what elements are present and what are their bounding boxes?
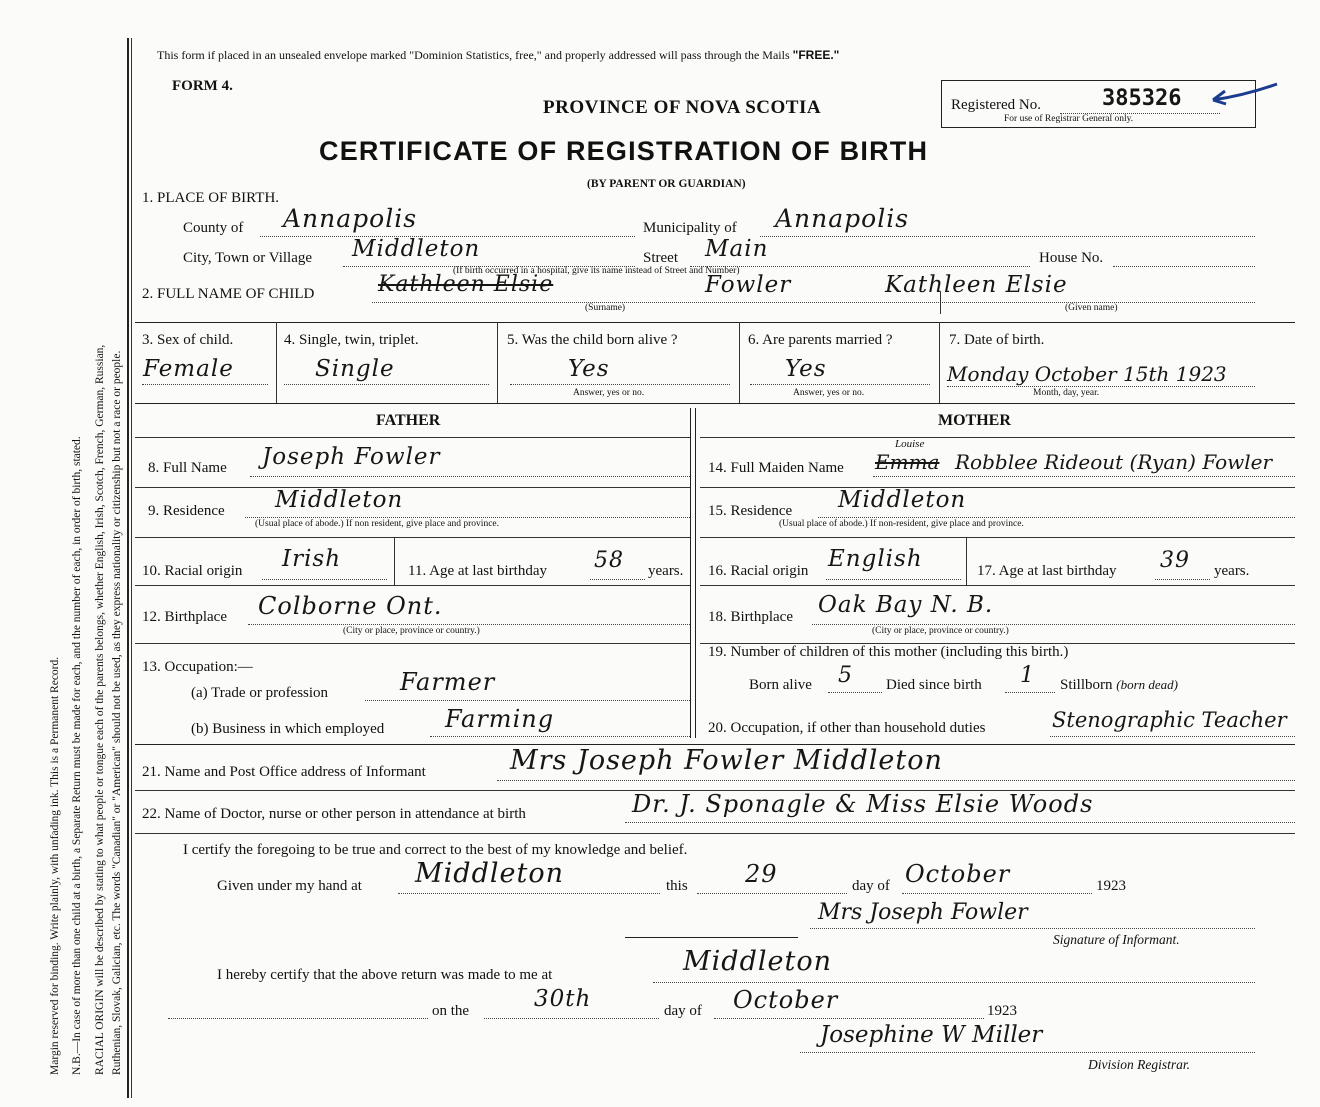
registrar-signature: Josephine W Miller	[820, 1022, 1043, 1048]
alive-note: Answer, yes or no.	[573, 388, 645, 398]
father-residence-label: 9. Residence	[148, 503, 225, 519]
city-value: Middleton	[352, 236, 481, 262]
father-rule-4	[135, 643, 690, 644]
attendant-line	[625, 822, 1295, 823]
certify-month-value: October	[905, 860, 1011, 888]
binding-margin-line-2	[131, 38, 132, 1098]
father-years-label: years.	[648, 563, 684, 579]
child-name-label: 2. FULL NAME OF CHILD	[142, 286, 315, 302]
sex-label: 3. Sex of child.	[142, 332, 234, 348]
married-label: 6. Are parents married ?	[748, 332, 893, 348]
certify-dayof-label: day of	[852, 878, 890, 894]
municipality-label: Municipality of	[643, 220, 737, 236]
father-racial-value: Irish	[282, 546, 342, 572]
father-rule-2	[135, 537, 690, 538]
mother-age-value: 39	[1160, 548, 1190, 573]
alive-value: Yes	[568, 356, 610, 382]
married-line	[750, 384, 930, 385]
informant-signature: Mrs Joseph Fowler	[818, 900, 1028, 925]
row3-bottom-border	[135, 403, 1295, 404]
child-surname: Fowler	[705, 272, 792, 298]
registrar-place-value: Middleton	[683, 946, 832, 977]
dob-note: Month, day, year.	[1033, 388, 1100, 398]
born-alive-line	[828, 692, 882, 693]
informant-signature-line	[810, 928, 1255, 929]
attendant-label: 22. Name of Doctor, nurse or other person in attendance at birth	[142, 806, 526, 822]
father-name-line	[250, 476, 690, 477]
mother-racial-divider	[966, 537, 967, 585]
died-label: Died since birth	[886, 677, 982, 693]
informant-signature-label: Signature of Informant.	[1053, 932, 1180, 947]
registrar-year-value: 1923	[987, 1003, 1017, 1019]
municipality-value: Annapolis	[775, 204, 910, 233]
father-age-label: 11. Age at last birthday	[408, 563, 547, 579]
blue-arrow-mark	[1205, 80, 1280, 110]
stillborn-label	[1060, 677, 1178, 694]
informant-line	[497, 780, 1295, 781]
hospital-note: (If birth occurred in a hospital, give its name instead of Street and Number)	[453, 266, 740, 276]
mother-racial-value: English	[828, 546, 923, 572]
registrar-dayof-label: day of	[664, 1003, 702, 1019]
born-alive-value: 5	[838, 663, 853, 688]
row3-divider-2	[497, 322, 498, 403]
mother-rule-1	[700, 487, 1295, 488]
on-the-label: on the	[432, 1003, 470, 1019]
mother-birthplace-label: 18. Birthplace	[708, 609, 793, 625]
father-name-label: 8. Full Name	[148, 460, 227, 476]
mother-heading: MOTHER	[938, 412, 1011, 429]
mother-residence-note: (Usual place of abode.) If non-resident, give place and province.	[779, 519, 1024, 529]
child-name-line	[372, 302, 1255, 303]
certify-day-line	[697, 893, 847, 894]
margin-note-2: N.B.—In case of more than one child at a birth, a Separate Return must be made for each, and the number of each, in order of birth, stated.	[71, 436, 83, 1075]
father-racial-line	[262, 579, 387, 580]
mother-birthplace-note: (City or place, province or country.)	[872, 626, 1009, 636]
plurality-label: 4. Single, twin, triplet.	[284, 332, 419, 348]
father-rule-1	[135, 487, 690, 488]
row3-divider-3	[739, 322, 740, 403]
registered-note: For use of Registrar General only.	[1004, 114, 1134, 124]
registrar-lead-line	[168, 1018, 428, 1019]
county-value: Annapolis	[283, 204, 418, 233]
father-racial-divider	[394, 537, 395, 585]
father-heading: FATHER	[376, 412, 441, 429]
mail-notice-free: "FREE."	[792, 48, 840, 62]
business-label: (b) Business in which employed	[191, 721, 385, 737]
father-residence-line	[245, 517, 690, 518]
certify-day-value: 29	[745, 860, 778, 888]
registrar-day-value: 30th	[534, 986, 592, 1012]
informant-label: 21. Name and Post Office address of Informant	[142, 764, 426, 780]
stillborn-note: (born dead)	[1116, 677, 1179, 692]
dob-label: 7. Date of birth.	[949, 332, 1045, 348]
certify-statement: I certify the foregoing to be true and correct to the best of my knowledge and belief.	[183, 842, 688, 858]
father-heading-rule	[135, 437, 690, 438]
certify-month-line	[902, 893, 1092, 894]
father-birthplace-line	[248, 624, 690, 625]
mother-occupation-value: Stenographic Teacher	[1052, 708, 1287, 732]
mother-name-value: Robblee Rideout (Ryan) Fowler	[955, 450, 1273, 474]
mother-age-label: 17. Age at last birthday	[977, 563, 1117, 579]
mother-name-insert: Louise	[895, 438, 925, 450]
margin-note-4: Ruthenian, Slovak, Galician, etc. The words "Canadian" or "American" should not be used, as they express nationality or citizenship but not a race or people.	[111, 350, 123, 1075]
row3-top-border	[135, 322, 1295, 323]
business-line	[430, 736, 690, 737]
mother-birthplace-line	[812, 624, 1295, 625]
house-label: House No.	[1039, 250, 1104, 266]
married-note: Answer, yes or no.	[793, 388, 865, 398]
dob-line	[947, 386, 1255, 387]
given-place-value: Middleton	[415, 858, 564, 889]
child-given-name: Kathleen Elsie	[885, 272, 1068, 298]
given-note: (Given name)	[1065, 303, 1118, 313]
dob-value: Monday October 15th 1923	[947, 362, 1227, 386]
city-label: City, Town or Village	[183, 250, 313, 266]
street-label: Street	[643, 250, 678, 266]
alive-label: 5. Was the child born alive ?	[507, 332, 678, 348]
certify-separator	[625, 937, 798, 938]
mother-rule-2	[700, 537, 1295, 538]
died-line	[1005, 692, 1055, 693]
place-heading: 1. PLACE OF BIRTH.	[142, 190, 280, 206]
sex-line	[142, 384, 268, 385]
father-residence-value: Middleton	[275, 487, 404, 513]
registrar-signature-line	[800, 1052, 1255, 1053]
trade-line	[365, 700, 690, 701]
mother-years-label: years.	[1214, 563, 1250, 579]
mother-heading-rule	[700, 437, 1295, 438]
mother-name-struck: Emma	[875, 450, 940, 474]
mother-name-label: 14. Full Maiden Name	[708, 460, 844, 476]
father-rule-3	[135, 585, 690, 586]
surname-note: (Surname)	[585, 303, 626, 313]
margin-note-1: Margin reserved for binding. Write plainly, with unfading ink. This is a Permanent Record.	[49, 656, 61, 1075]
name-divider	[940, 292, 941, 314]
mother-rule-3	[700, 585, 1295, 586]
mother-racial-label: 16. Racial origin	[708, 563, 809, 579]
mother-name-line	[873, 476, 1295, 477]
father-name-value: Joseph Fowler	[262, 444, 441, 470]
attendant-value: Dr. J. Sponagle & Miss Elsie Woods	[632, 790, 1094, 818]
registrar-statement: I hereby certify that the above return was made to me at	[217, 967, 553, 983]
given-place-line	[398, 893, 660, 894]
trade-value: Farmer	[400, 668, 496, 696]
street-line	[690, 266, 1030, 267]
mother-residence-label: 15. Residence	[708, 503, 793, 519]
father-racial-label: 10. Racial origin	[142, 563, 243, 579]
alive-line	[510, 384, 730, 385]
certificate-title: CERTIFICATE OF REGISTRATION OF BIRTH	[319, 136, 929, 166]
registrar-month-value: October	[733, 986, 839, 1014]
plurality-value: Single	[315, 356, 395, 382]
born-alive-label: Born alive	[749, 677, 812, 693]
form-number: FORM 4.	[172, 78, 233, 94]
registrar-title: Division Registrar.	[1088, 1057, 1191, 1072]
house-line	[1113, 266, 1255, 267]
mother-birthplace-value: Oak Bay N. B.	[818, 592, 994, 618]
province-heading: PROVINCE OF NOVA SCOTIA	[543, 97, 822, 118]
registered-value: 385326	[1102, 86, 1182, 111]
registrar-place-line	[653, 982, 1255, 983]
business-value: Farming	[445, 705, 555, 733]
street-value: Main	[705, 236, 769, 262]
margin-note-3: RACIAL ORIGIN will be described by stating to what people or tongue each of the parents belongs, whether English, Irish, Scotch, French, German, Russian,	[94, 344, 106, 1075]
binding-margin-line	[127, 38, 129, 1098]
mother-residence-line	[818, 517, 1295, 518]
registrar-month-line	[714, 1018, 984, 1019]
row3-divider-4	[939, 322, 940, 403]
stillborn-text: Stillborn	[1060, 677, 1113, 693]
given-under-label: Given under my hand at	[217, 878, 362, 894]
mother-age-line	[1155, 579, 1210, 580]
father-birthplace-note: (City or place, province or country.)	[343, 626, 480, 636]
certificate-subtitle: (BY PARENT OR GUARDIAN)	[587, 178, 746, 190]
father-birthplace-label: 12. Birthplace	[142, 609, 227, 625]
child-struck-name: Kathleen Elsie	[378, 272, 554, 297]
children-count-label: 19. Number of children of this mother (including this birth.)	[708, 644, 1069, 660]
mail-notice-text: This form if placed in an unsealed envelope marked "Dominion Statistics, free," and properly addressed will pass through the Mails	[157, 48, 790, 62]
center-divider-b	[695, 408, 696, 738]
county-label: County of	[183, 220, 244, 236]
sex-value: Female	[143, 356, 234, 382]
died-value: 1	[1020, 663, 1035, 688]
mother-occupation-label: 20. Occupation, if other than household duties	[708, 720, 986, 736]
center-divider-a	[690, 408, 691, 738]
rule-after-22	[135, 833, 1295, 834]
father-age-line	[590, 579, 645, 580]
father-birthplace-value: Colborne Ont.	[258, 592, 443, 620]
informant-value: Mrs Joseph Fowler Middleton	[510, 745, 943, 776]
certify-year-value: 1923	[1096, 878, 1126, 894]
plurality-line	[284, 384, 489, 385]
father-age-value: 58	[594, 548, 624, 573]
mail-notice	[157, 48, 839, 63]
occupation-label: 13. Occupation:—	[142, 659, 253, 675]
municipality-line	[760, 236, 1255, 237]
registrar-day-line	[484, 1018, 659, 1019]
trade-label: (a) Trade or profession	[191, 685, 329, 701]
row3-divider-1	[276, 322, 277, 403]
registered-label: Registered No.	[951, 97, 1041, 113]
this-label: this	[666, 878, 688, 894]
mother-residence-value: Middleton	[838, 487, 967, 513]
mother-occupation-line	[1050, 736, 1295, 737]
mother-racial-line	[826, 579, 961, 580]
father-residence-note: (Usual place of abode.) If non resident, give place and province.	[255, 519, 499, 529]
married-value: Yes	[785, 356, 827, 382]
